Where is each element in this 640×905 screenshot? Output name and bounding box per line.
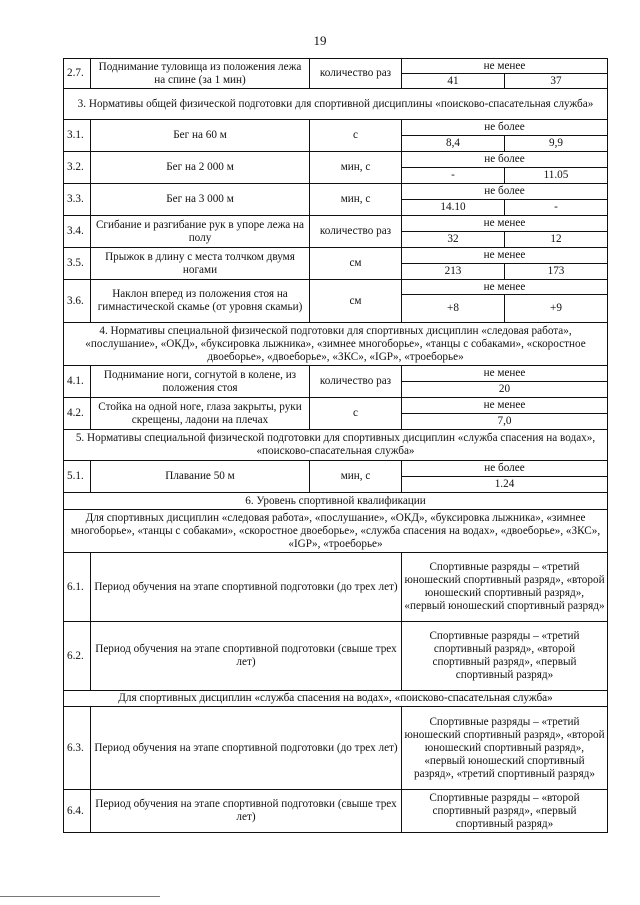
condition: не менее bbox=[402, 366, 608, 382]
qualification: Спортивные разряды – «третий спортивный разряд», «второй спортивный разряд», «первый спортивный разряд» bbox=[402, 622, 608, 691]
value-2: +9 bbox=[505, 295, 608, 323]
unit: см bbox=[310, 280, 402, 323]
exercise-name: Прыжок в длину с места толчком двумя ногами bbox=[91, 248, 310, 280]
row-number: 3.5. bbox=[64, 248, 91, 280]
section-3-title: 3. Нормативы общей физической подготовки для спортивной дисциплины «поисково-спасательная служба» bbox=[64, 89, 608, 120]
condition: не менее bbox=[402, 398, 608, 414]
exercise-name: Бег на 60 м bbox=[91, 120, 310, 152]
row-number: 5.1. bbox=[64, 461, 91, 493]
condition: не более bbox=[402, 184, 608, 200]
unit: количество раз bbox=[310, 216, 402, 248]
row-number: 6.1. bbox=[64, 553, 91, 622]
qualification: Спортивные разряды – «третий юношеский спортивный разряд», «второй юношеский спортивный разряд», «первый юношеский спортивный разряд», «третий спортивный разряд» bbox=[402, 707, 608, 790]
condition: не менее bbox=[402, 248, 608, 264]
row-number: 6.2. bbox=[64, 622, 91, 691]
value-2: - bbox=[505, 200, 608, 216]
page-number: 19 bbox=[313, 33, 327, 48]
condition: не более bbox=[402, 120, 608, 136]
exercise-name: Наклон вперед из положения стоя на гимнастической скамье (от уровня скамьи) bbox=[91, 280, 310, 323]
unit: мин, с bbox=[310, 184, 402, 216]
unit: с bbox=[310, 120, 402, 152]
section-6-group-1: Для спортивных дисциплин «следовая работа», «послушание», «ОКД», «буксировка лыжника», «зимнее многоборье», «танцы с собаками», «скоростное двоеборье», «служба спасения на водах», «двоеборье», «ЗКС», «IGP», «троеборье» bbox=[64, 510, 608, 553]
row-number: 4.1. bbox=[64, 366, 91, 398]
condition: не более bbox=[402, 461, 608, 477]
value: 20 bbox=[402, 382, 608, 398]
exercise-name: Плавание 50 м bbox=[91, 461, 310, 493]
row-number: 3.2. bbox=[64, 152, 91, 184]
condition: не менее bbox=[402, 59, 608, 74]
value-1: 32 bbox=[402, 232, 505, 248]
period-name: Период обучения на этапе спортивной подготовки (свыше трех лет) bbox=[91, 790, 402, 833]
value-1: +8 bbox=[402, 295, 505, 323]
row-number: 3.4. bbox=[64, 216, 91, 248]
section-6-group-2: Для спортивных дисциплин «служба спасения на водах», «поисково-спасательная служба» bbox=[64, 691, 608, 707]
value-1: 8,4 bbox=[402, 136, 505, 152]
exercise-name: Бег на 2 000 м bbox=[91, 152, 310, 184]
row-number: 4.2. bbox=[64, 398, 91, 430]
unit: см bbox=[310, 248, 402, 280]
exercise-name: Поднимание туловища из положения лежа на спине (за 1 мин) bbox=[91, 59, 310, 89]
row-number: 6.4. bbox=[64, 790, 91, 833]
condition: не менее bbox=[402, 280, 608, 295]
value-2: 11.05 bbox=[505, 168, 608, 184]
unit: количество раз bbox=[310, 366, 402, 398]
qualification: Спортивные разряды – «второй спортивный разряд», «первый спортивный разряд» bbox=[402, 790, 608, 833]
unit: количество раз bbox=[310, 59, 402, 89]
period-name: Период обучения на этапе спортивной подготовки (до трех лет) bbox=[91, 707, 402, 790]
row-number: 3.6. bbox=[64, 280, 91, 323]
normatives-table bbox=[63, 58, 608, 833]
value-1: 14.10 bbox=[402, 200, 505, 216]
section-6-title: 6. Уровень спортивной квалификации bbox=[64, 493, 608, 510]
exercise-name: Стойка на одной ноге, глаза закрыты, руки скрещены, ладони на плечах bbox=[91, 398, 310, 430]
row-number: 2.7. bbox=[64, 59, 91, 89]
value-1: - bbox=[402, 168, 505, 184]
row-number: 3.1. bbox=[64, 120, 91, 152]
value-1: 41 bbox=[402, 74, 505, 89]
section-5-title: 5. Нормативы специальной физической подготовки для спортивных дисциплин «служба спасения на водах», «поисково-спасательная служба» bbox=[64, 430, 608, 461]
value-2: 12 bbox=[505, 232, 608, 248]
value: 7,0 bbox=[402, 414, 608, 430]
page-edge-line bbox=[0, 896, 160, 897]
unit: с bbox=[310, 398, 402, 430]
value-2: 37 bbox=[505, 74, 608, 89]
row-number: 6.3. bbox=[64, 707, 91, 790]
exercise-name: Поднимание ноги, согнутой в колене, из положения стоя bbox=[91, 366, 310, 398]
section-4-title: 4. Нормативы специальной физической подготовки для спортивных дисциплин «следовая работа», «послушание», «ОКД», «буксировка лыжника», «зимнее многоборье», «танцы с собаками», «скоростное двоеборье», «двоеборье», «ЗКС», «IGP», «троеборье» bbox=[64, 323, 608, 366]
period-name: Период обучения на этапе спортивной подготовки (свыше трех лет) bbox=[91, 622, 402, 691]
condition: не более bbox=[402, 152, 608, 168]
exercise-name: Бег на 3 000 м bbox=[91, 184, 310, 216]
value-2: 9,9 bbox=[505, 136, 608, 152]
unit: мин, с bbox=[310, 461, 402, 493]
value: 1.24 bbox=[402, 477, 608, 493]
row-number: 3.3. bbox=[64, 184, 91, 216]
value-1: 213 bbox=[402, 264, 505, 280]
unit: мин, с bbox=[310, 152, 402, 184]
exercise-name: Сгибание и разгибание рук в упоре лежа на полу bbox=[91, 216, 310, 248]
value-2: 173 bbox=[505, 264, 608, 280]
condition: не менее bbox=[402, 216, 608, 232]
period-name: Период обучения на этапе спортивной подготовки (до трех лет) bbox=[91, 553, 402, 622]
qualification: Спортивные разряды – «третий юношеский спортивный разряд», «второй юношеский спортивный разряд», «первый юношеский спортивный разряд» bbox=[402, 553, 608, 622]
